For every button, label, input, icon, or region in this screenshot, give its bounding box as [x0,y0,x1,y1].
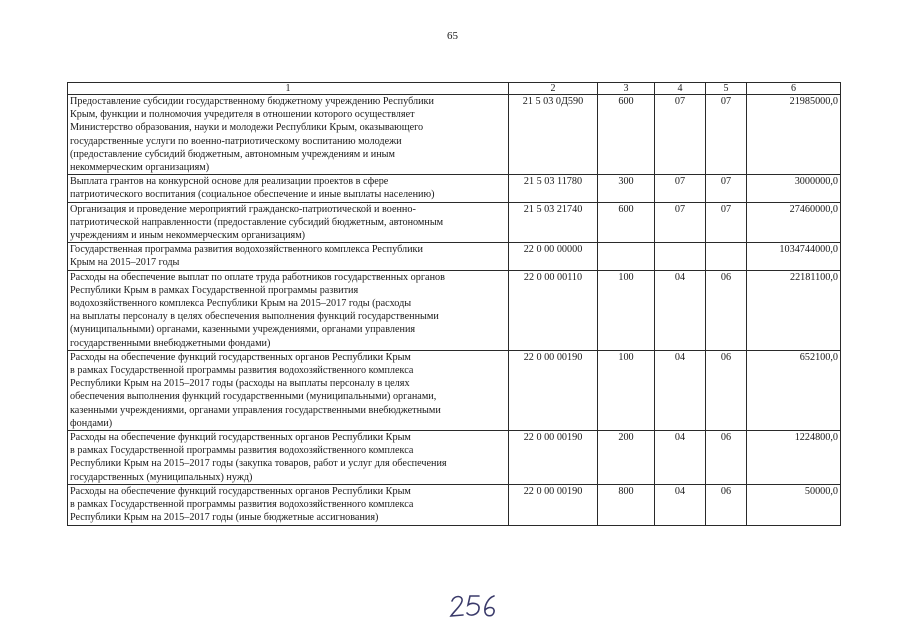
row-subsection: 07 [706,202,747,243]
column-header-4: 4 [655,83,706,95]
table-body [68,95,841,526]
row-amount: 3000000,0 [747,175,841,202]
row-section: 04 [655,484,706,525]
row-code: 22 0 00 00190 [509,431,598,485]
description-line: (предоставление субсидий бюджетным, автономным учреждениям и иным [70,148,395,160]
row-subsection [706,243,747,270]
row-expense-type: 200 [598,431,655,485]
description-line: Республики Крым на 2015–2017 годы (закупка товаров, работ и услуг для обеспечения [70,458,447,470]
row-description [68,350,509,430]
row-description [68,175,509,202]
row-expense-type: 300 [598,175,655,202]
description-line: Крым, функции и полномочия учредителя в отношении которого осуществляет [70,109,415,121]
table-row [68,202,841,243]
description-line: Организация и проведение мероприятий гражданско-патриотической и военно- [70,203,416,215]
table-row [68,270,841,350]
description-line: Министерство образования, науки и молодежи Республики Крым, оказывающего [70,122,424,134]
budget-table [67,82,841,526]
description-line: в рамках Государственной программы развития водохозяйственного комплекса [70,499,414,511]
description-line: государственными внебюджетными фондами) [70,337,271,349]
row-code: 21 5 03 21740 [509,202,598,243]
row-expense-type: 100 [598,350,655,430]
row-subsection: 07 [706,175,747,202]
row-expense-type: 800 [598,484,655,525]
row-amount: 22181100,0 [747,270,841,350]
row-description [68,270,509,350]
description-line: Предоставление субсидии государственному бюджетному учреждению Республики [70,96,434,107]
table-row [68,95,841,175]
row-code: 22 0 00 00190 [509,350,598,430]
column-header-3: 3 [598,83,655,95]
row-section: 04 [655,350,706,430]
description-line: учреждениям и иным некоммерческим организациям) [70,230,306,242]
column-header-5: 5 [706,83,747,95]
row-expense-type: 600 [598,95,655,175]
description-line: патриотической направленности (предоставление субсидий бюджетным, автономным [70,216,444,228]
handwritten-mark [446,592,506,620]
row-expense-type: 600 [598,202,655,243]
description-line: Расходы на обеспечение функций государственных органов Республики Крым [70,432,411,444]
handwritten-256-mark [446,592,506,620]
table-row [68,484,841,525]
description-line: Республики Крым на 2015–2017 годы (иные бюджетные ассигнования) [70,512,379,524]
row-expense-type: 100 [598,270,655,350]
row-code: 21 5 03 0Д590 [509,95,598,175]
page-number: 65 [447,30,458,42]
description-line: в рамках Государственной программы развития водохозяйственного комплекса [70,365,414,377]
budget-table-container [67,82,841,526]
row-section: 07 [655,202,706,243]
table-row [68,243,841,270]
description-line: Государственная программа развития водохозяйственного комплекса Республики [70,244,423,256]
description-line: Расходы на обеспечение функций государственных органов Республики Крым [70,485,411,497]
description-line: Расходы на обеспечение функций государственных органов Республики Крым [70,351,411,363]
row-code: 22 0 00 00110 [509,270,598,350]
row-amount: 27460000,0 [747,202,841,243]
row-section: 04 [655,431,706,485]
row-description [68,202,509,243]
description-line: на выплаты персоналу в целях обеспечения выполнения функций государственными [70,311,439,323]
table-row [68,350,841,430]
row-section: 07 [655,95,706,175]
row-amount: 50000,0 [747,484,841,525]
row-subsection: 06 [706,350,747,430]
column-header-1: 1 [68,83,509,95]
row-section: 04 [655,270,706,350]
row-section [655,243,706,270]
column-header-2: 2 [509,83,598,95]
row-amount: 1224800,0 [747,431,841,485]
table-header-row [68,83,841,95]
description-line: казенными учреждениями, органами управления государственными внебюджетными [70,404,441,416]
row-code: 22 0 00 00000 [509,243,598,270]
row-expense-type [598,243,655,270]
description-line: Крым на 2015–2017 годы [70,257,180,269]
row-code: 22 0 00 00190 [509,484,598,525]
table-row [68,175,841,202]
description-line: обеспечения выполнения функций государственными (муниципальными) органами, [70,391,437,403]
row-description [68,95,509,175]
row-code: 21 5 03 11780 [509,175,598,202]
description-line: в рамках Государственной программы развития водохозяйственного комплекса [70,445,414,457]
row-section: 07 [655,175,706,202]
row-amount: 1034744000,0 [747,243,841,270]
row-description [68,484,509,525]
row-subsection: 07 [706,95,747,175]
row-amount: 21985000,0 [747,95,841,175]
column-header-6: 6 [747,83,841,95]
row-description [68,243,509,270]
description-line: Республики Крым в рамках Государственной программы развития [70,284,359,296]
table-row [68,431,841,485]
description-line: государственных (муниципальных) нужд) [70,471,253,483]
description-line: некоммерческим организациям) [70,162,210,174]
row-subsection: 06 [706,270,747,350]
row-subsection: 06 [706,431,747,485]
description-line: водохозяйственного комплекса Республики Крым на 2015–2017 годы (расходы [70,298,412,310]
row-subsection: 06 [706,484,747,525]
row-description [68,431,509,485]
description-line: (муниципальными) органами, казенными учреждениями, органами управления [70,324,416,336]
description-line: фондами) [70,417,113,429]
description-line: Расходы на обеспечение выплат по оплате труда работников государственных органов [70,271,445,283]
row-amount: 652100,0 [747,350,841,430]
description-line: государственные услуги по военно-патриотическому воспитанию молодежи [70,135,402,147]
description-line: патриотического воспитания (социальное обеспечение и иные выплаты населению) [70,189,435,201]
description-line: Республики Крым на 2015–2017 годы (расходы на выплаты персоналу в целях [70,378,410,390]
description-line: Выплата грантов на конкурсной основе для реализации проектов в сфере [70,176,389,188]
